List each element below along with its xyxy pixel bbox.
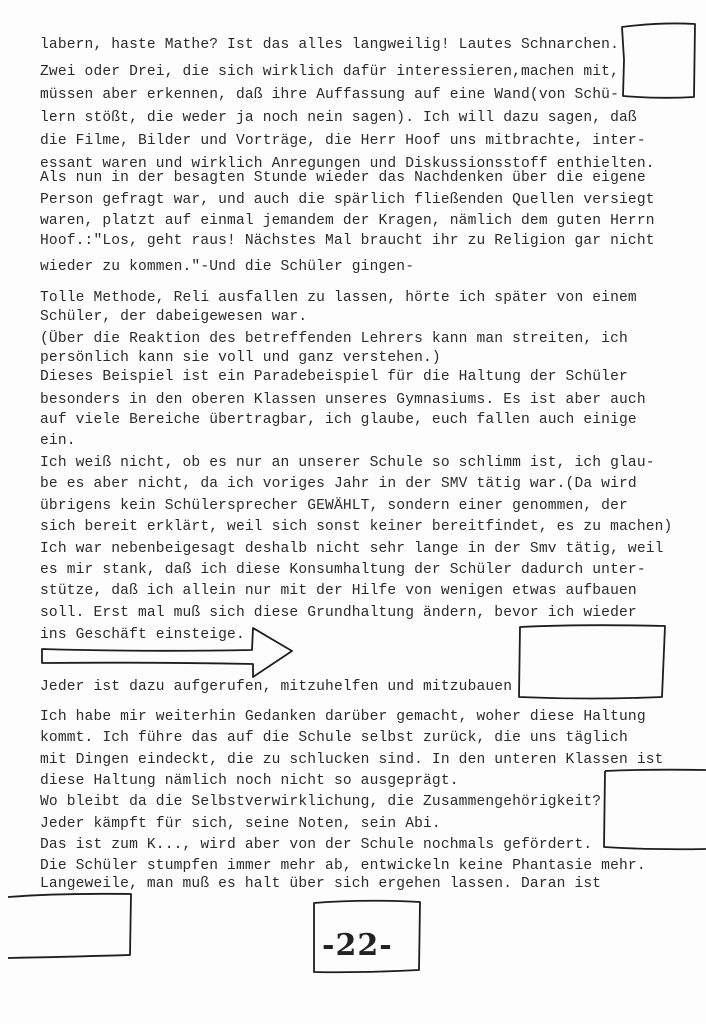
text-line: sich bereit erklärt, weil sich sonst keiner bereitfindet, es zu machen): [40, 519, 673, 535]
text-line: Ich war nebenbeigesagt deshalb nicht sehr lange in der Smv tätig, weil: [40, 541, 664, 557]
drawn-box-bottom-left: [8, 894, 131, 958]
text-line: wieder zu kommen."-Und die Schüler gingen-: [40, 259, 415, 275]
text-line: Langeweile, man muß es halt über sich ergehen lassen. Daran ist: [40, 876, 602, 892]
text-line: ins Geschäft einsteige.: [40, 627, 245, 643]
text-line: Person gefragt war, und auch die spärlich fließenden Quellen versiegt: [40, 192, 655, 208]
text-line: Die Schüler stumpfen immer mehr ab, entwickeln keine Phantasie mehr.: [40, 858, 646, 874]
text-line: lern stößt, die weder ja noch nein sagen). Ich will dazu sagen, daß: [40, 110, 637, 126]
drawn-box-top-right: [622, 23, 695, 97]
text-line: besonders in den oberen Klassen unseres Gymnasiums. Es ist aber auch: [40, 392, 646, 408]
text-line: labern, haste Mathe? Ist das alles langweilig! Lautes Schnarchen.: [40, 37, 619, 53]
text-line: die Filme, Bilder und Vorträge, die Herr Hoof uns mitbrachte, inter-: [40, 133, 646, 149]
text-line: Wo bleibt da die Selbstverwirklichung, die Zusammengehörigkeit?: [40, 794, 602, 810]
text-line: Dieses Beispiel ist ein Paradebeispiel für die Haltung der Schüler: [40, 369, 628, 385]
text-line: auf viele Bereiche übertragbar, ich glaube, euch fallen auch einige: [40, 412, 637, 428]
text-line: (Über die Reaktion des betreffenden Lehrers kann man streiten, ich: [40, 331, 628, 347]
text-line: diese Haltung nämlich noch nicht so ausgeprägt.: [40, 773, 459, 789]
text-line: essant waren und wirklich Anregungen und Diskussionsstoff enthielten.: [40, 156, 655, 172]
text-line: ein.: [40, 433, 76, 449]
text-line: be es aber nicht, da ich voriges Jahr in der SMV tätig war.(Da wird: [40, 476, 637, 492]
text-line: es mir stank, daß ich diese Konsumhaltung der Schüler dadurch unter-: [40, 562, 646, 578]
page-number: -22-: [322, 928, 393, 963]
text-line: Hoof.:"Los, geht raus! Nächstes Mal braucht ihr zu Religion gar nicht: [40, 233, 655, 249]
text-line: persönlich kann sie voll und ganz verstehen.): [40, 350, 441, 366]
text-line: soll. Erst mal muß sich diese Grundhaltung ändern, bevor ich wieder: [40, 605, 637, 621]
text-line: Jeder kämpft für sich, seine Noten, sein Abi.: [40, 816, 441, 832]
text-line: Schüler, der dabeigewesen war.: [40, 309, 308, 325]
text-line: müssen aber erkennen, daß ihre Auffassung auf eine Wand(von Schü-: [40, 87, 619, 103]
drawn-box-right-middle: [519, 625, 665, 698]
text-line: Zwei oder Drei, die sich wirklich dafür interessieren,machen mit,: [40, 64, 619, 80]
text-line: übrigens kein Schülersprecher GEWÄHLT, sondern einer genommen, der: [40, 498, 628, 514]
text-line: mit Dingen eindeckt, die zu schlucken sind. In den unteren Klassen ist: [40, 752, 664, 768]
text-line: Ich weiß nicht, ob es nur an unserer Schule so schlimm ist, ich glau-: [40, 455, 655, 471]
text-line: Als nun in der besagten Stunde wieder das Nachdenken über die eigene: [40, 170, 646, 186]
text-line: kommt. Ich führe das auf die Schule selbst zurück, die uns täglich: [40, 730, 628, 746]
text-line: waren, platzt auf einmal jemandem der Kragen, nämlich dem guten Herrn: [40, 213, 655, 229]
text-line: stütze, daß ich allein nur mit der Hilfe von wenigen etwas aufbauen: [40, 583, 637, 599]
text-line: Tolle Methode, Reli ausfallen zu lassen, hörte ich später von einem: [40, 290, 637, 306]
text-line: Jeder ist dazu aufgerufen, mitzuhelfen und mitzubauen: [40, 679, 513, 695]
text-line: Ich habe mir weiterhin Gedanken darüber gemacht, woher diese Haltung: [40, 709, 646, 725]
text-line: Das ist zum K..., wird aber von der Schule nochmals gefördert.: [40, 837, 593, 853]
drawn-box-right-lower: [604, 770, 706, 850]
